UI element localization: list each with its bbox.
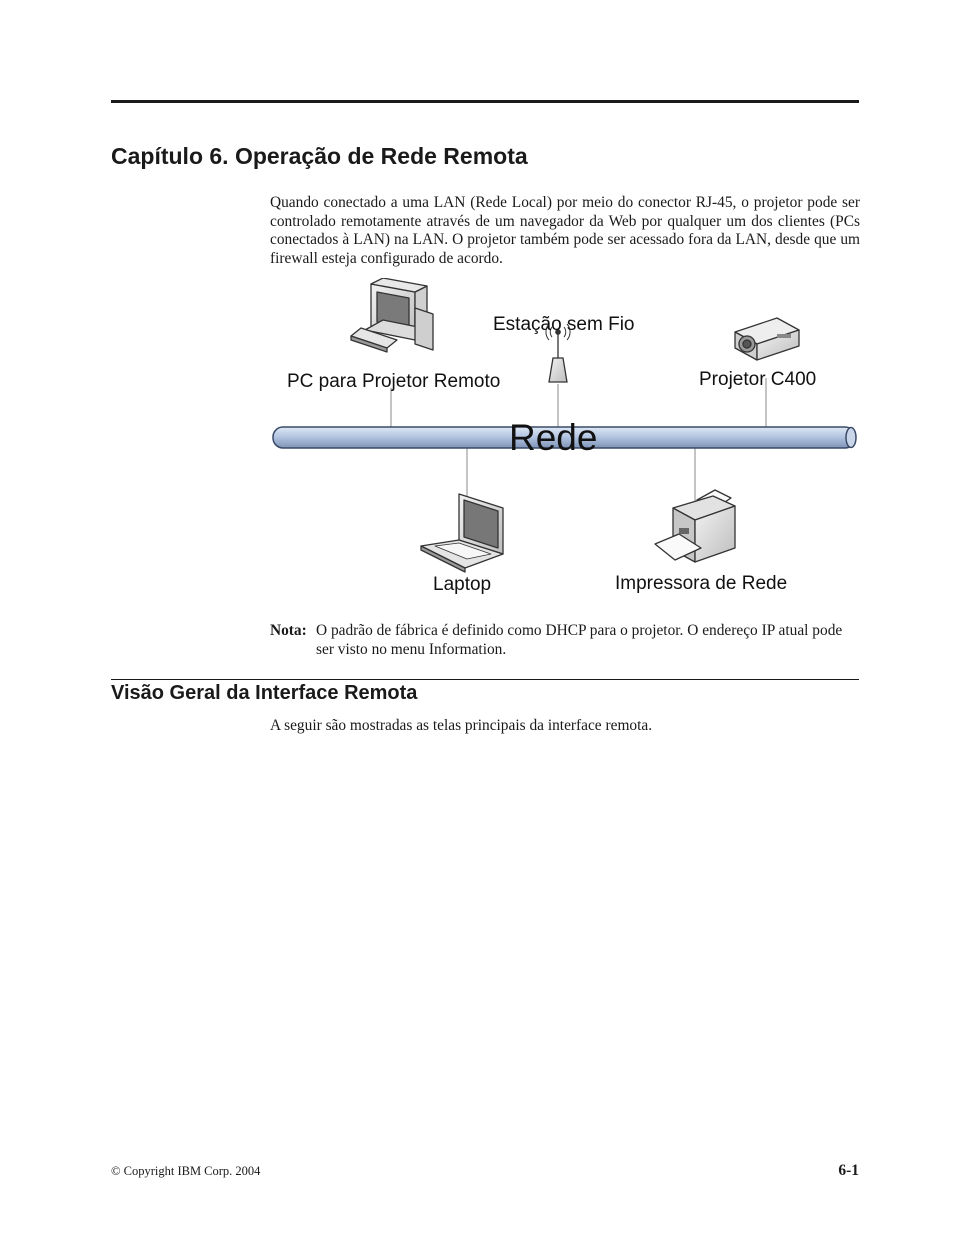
network-diagram — [265, 278, 865, 608]
section-title: Visão Geral da Interface Remota — [111, 682, 418, 704]
copyright-footer: © Copyright IBM Corp. 2004 — [111, 1164, 261, 1178]
projector-icon — [735, 318, 799, 360]
intro-paragraph: Quando conectado a uma LAN (Rede Local) por meio do conector RJ-45, o projetor pode ser controlado remotamente através de um navegador da Web por qualquer um dos clientes (PCs conectados à LAN) na LAN. O projetor também pode ser acessado fora da LAN, desde que um firewall esteja configurado de acordo. — [270, 194, 860, 267]
page-number: 6-1 — [838, 1162, 859, 1179]
note-text: O padrão de fábrica é definido como DHCP para o projetor. O endereço IP atual pode ser visto no menu Information. — [316, 622, 843, 658]
chapter-title: Capítulo 6. Operação de Rede Remota — [111, 143, 528, 169]
wireless-label: Estação sem Fio — [493, 314, 635, 335]
printer-icon — [655, 490, 735, 562]
printer-label: Impressora de Rede — [615, 573, 788, 594]
desktop-pc-icon — [351, 278, 433, 352]
projector-label: Projetor C400 — [699, 369, 817, 390]
top-rule — [111, 100, 859, 103]
laptop-icon — [421, 494, 503, 572]
pc-label: PC para Projetor Remoto — [287, 371, 501, 392]
network-label: Rede — [509, 417, 598, 458]
section-rule — [111, 679, 859, 680]
section-text: A seguir são mostradas as telas principais da interface remota. — [270, 717, 653, 734]
note-label: Nota: — [270, 622, 307, 639]
laptop-label: Laptop — [433, 574, 492, 595]
